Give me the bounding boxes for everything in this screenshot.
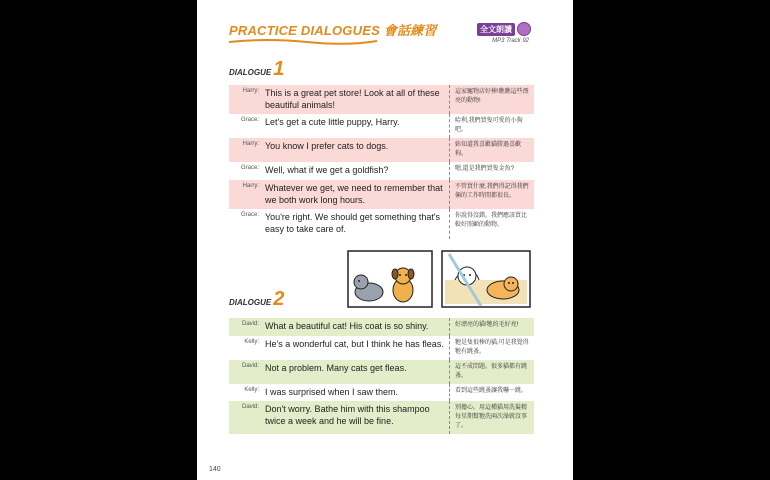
dialogue-row: [229, 209, 534, 238]
english-line: You're right. We should get something that's easy to take care of.: [263, 209, 450, 238]
english-line: He's a wonderful cat, but I think he has fleas.: [263, 336, 450, 360]
dialogue-row: [229, 336, 534, 360]
chinese-line: 這家寵物店好棒!瞧瞧這些漂亮的動物!: [450, 85, 535, 114]
speaker: Harry:: [229, 85, 263, 114]
dialogue-row: [229, 318, 534, 336]
dialogue-label: DIALOGUE: [229, 298, 272, 307]
track-label: MP3 Track 92: [492, 38, 529, 44]
speaker: Grace:: [229, 114, 263, 138]
speaker: Kelly:: [229, 384, 263, 402]
chinese-line: 看到這些跳蚤讓我嚇一跳。: [450, 384, 535, 402]
audio-disc-icon: [517, 22, 531, 36]
dialogue-row: [229, 138, 534, 162]
english-line: Don't worry. Bathe him with this shampoo twice a week and he will be fine.: [263, 401, 450, 434]
chinese-line: 牠是隻很棒的貓,可是我覺得牠有跳蚤。: [450, 336, 535, 360]
english-line: What a beautiful cat! His coat is so shiny.: [263, 318, 450, 336]
chinese-line: 哈利,我們買隻可愛的小狗吧。: [450, 114, 535, 138]
dialogue-1-table: [229, 85, 534, 239]
chinese-line: 別擔心。用這種貓用洗髮精每星期幫牠洗兩次澡就沒事了。: [450, 401, 535, 434]
chinese-line: 你說得沒錯。我們應該買比較好照顧的動物。: [450, 209, 535, 238]
section-title: PRACTICE DIALOGUES 會話練習: [229, 23, 437, 38]
speaker: David:: [229, 318, 263, 336]
cats-illustration: [441, 250, 531, 308]
chinese-line: 好漂亮的貓!牠的毛好亮!: [450, 318, 535, 336]
chinese-line: 這不成問題。很多貓都有跳蚤。: [450, 360, 535, 384]
dialogue-number: 1: [273, 58, 285, 80]
dogs-illustration: [347, 250, 433, 308]
speaker: Harry:: [229, 180, 263, 209]
english-line: This is a great pet store! Look at all of these beautiful animals!: [263, 85, 450, 114]
audio-badge: 全文朗讀: [477, 23, 515, 36]
dialogue-row: [229, 384, 534, 402]
speaker: David:: [229, 401, 263, 434]
english-line: Whatever we get, we need to remember that we both work long hours.: [263, 180, 450, 209]
dialogue-label: DIALOGUE: [229, 68, 272, 77]
speaker: Grace:: [229, 209, 263, 238]
dialogue-2-table: [229, 318, 534, 434]
chinese-line: 嗯,還是我們買隻金魚?: [450, 162, 535, 180]
dialogue-row: [229, 114, 534, 138]
dialogue-row: [229, 85, 534, 114]
english-line: I was surprised when I saw them.: [263, 384, 450, 402]
dialogue-row: [229, 180, 534, 209]
dialogue-2-heading: [229, 288, 284, 311]
speaker: Harry:: [229, 138, 263, 162]
book-page: [197, 0, 573, 480]
english-line: Well, what if we get a goldfish?: [263, 162, 450, 180]
english-line: Not a problem. Many cats get fleas.: [263, 360, 450, 384]
dialogue-row: [229, 401, 534, 434]
speaker: Kelly:: [229, 336, 263, 360]
page-number: 140: [209, 466, 221, 473]
speaker: David:: [229, 360, 263, 384]
dialogue-1-heading: [229, 58, 284, 81]
chinese-line: 不管買什麼,我們得記得我們倆的工作時間都很長。: [450, 180, 535, 209]
dialogue-row: [229, 360, 534, 384]
english-line: You know I prefer cats to dogs.: [263, 138, 450, 162]
dialogue-row: [229, 162, 534, 180]
title-underline: [227, 38, 379, 46]
dialogue-number: 2: [273, 288, 285, 310]
speaker: Grace:: [229, 162, 263, 180]
english-line: Let's get a cute little puppy, Harry.: [263, 114, 450, 138]
chinese-line: 妳知道我喜歡貓勝過喜歡狗。: [450, 138, 535, 162]
